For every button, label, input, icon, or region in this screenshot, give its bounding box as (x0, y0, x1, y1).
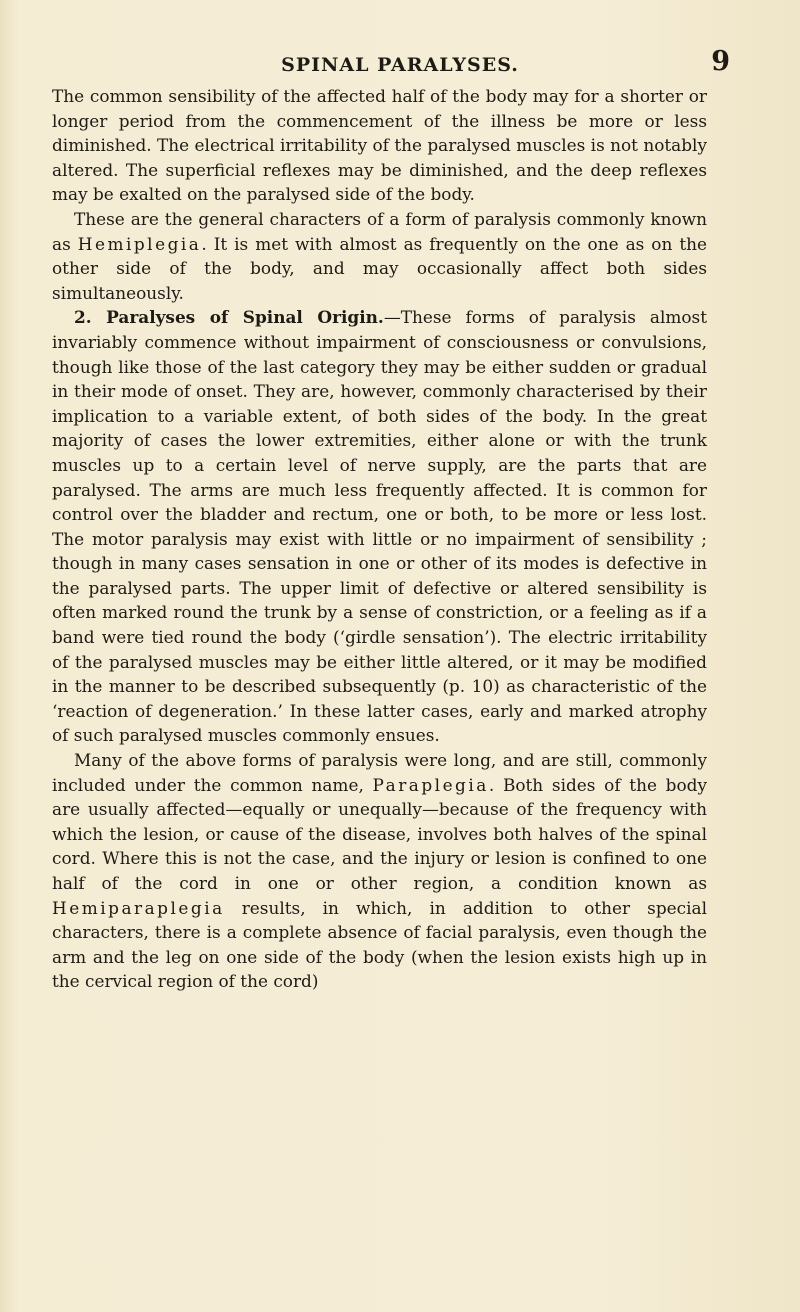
paragraph-text: —These forms of paralysis almost invariably commence without impairment of consciousness or convulsions, though like those of the last category they may be either sudden or gradual in their mode of onset. They are, however, commonly characterised by their implication to a variable extent, of both sides of the body. In the great majority of cases the lower extremities, either alone or with the trunk muscles up to a certain level of nerve supply, are the parts that are paralysed. The arms are much less frequently affected. It is common for control over the bladder and rectum, one or both, to be more or less lost. The motor paralysis may exist with little or no impairment of sensibility ; though in many cases sensation in one or other of its modes is defective in the paralysed parts. The upper limit of defective or altered sensibility is often marked round the trunk by a sense of constriction, or a feeling as if a band were tied round the body (‘girdle sensation’). The electric irritability of the paralysed muscles may be either little altered, or it may be modified in the manner to be described subsequently (p. 10) as characteristic of the ‘reaction of degeneration.’ In these latter cases, early and marked atrophy of such paralysed muscles commonly ensues. (52, 307, 708, 746)
paragraph-text: Many of the above forms of paralysis were long, and are still, commonly included under the common name, (52, 750, 707, 795)
term-paraplegia: Paraplegia (372, 774, 489, 795)
page-header (0, 46, 800, 76)
term-hemiparaplegia: Hemiparaplegia (52, 897, 225, 918)
page-number: 9 (711, 46, 730, 77)
paragraph-paraplegia (52, 748, 707, 994)
paragraph-text: These are the general characters of a form of paralysis commonly known as (52, 208, 707, 254)
paragraph-spinal-origin (52, 305, 707, 748)
paragraph-text: . Both sides of the body are usually affected—equally or unequally—because of the frequency with which the lesion, or cause of the disease, involves both halves of the spinal cord. Where this is not the case, and the injury or lesion is confined to one half of the cord in one or other region, a condition known as (52, 774, 707, 893)
section-heading: 2. Paralyses of Spinal Origin. (74, 307, 384, 328)
paragraph-text: . It is met with almost as frequently on the one as on the other side of the body, and may occasionally affect both sides simultaneously. (52, 233, 707, 303)
paragraph-text: results, in which, in addition to other special characters, there is a complete absence of facial paralysis, even though the arm and the leg on one side of the body (when the lesion exists high up in the cervical region of the cord) (52, 897, 707, 992)
running-head: SPINAL PARALYSES. (281, 54, 519, 76)
body-text (52, 84, 707, 994)
paragraph-hemiplegia (52, 207, 707, 305)
paragraph-sensibility: The common sensibility of the affected half of the body may for a shorter or longer period from the commencement of the illness be more or less diminished. The electrical irritability of the paralysed muscles is not notably altered. The superficial reflexes may be diminished, and the deep reflexes may be exalted on the paralysed side of the body. (52, 86, 707, 205)
term-hemiplegia: Hemiplegia (77, 233, 202, 254)
